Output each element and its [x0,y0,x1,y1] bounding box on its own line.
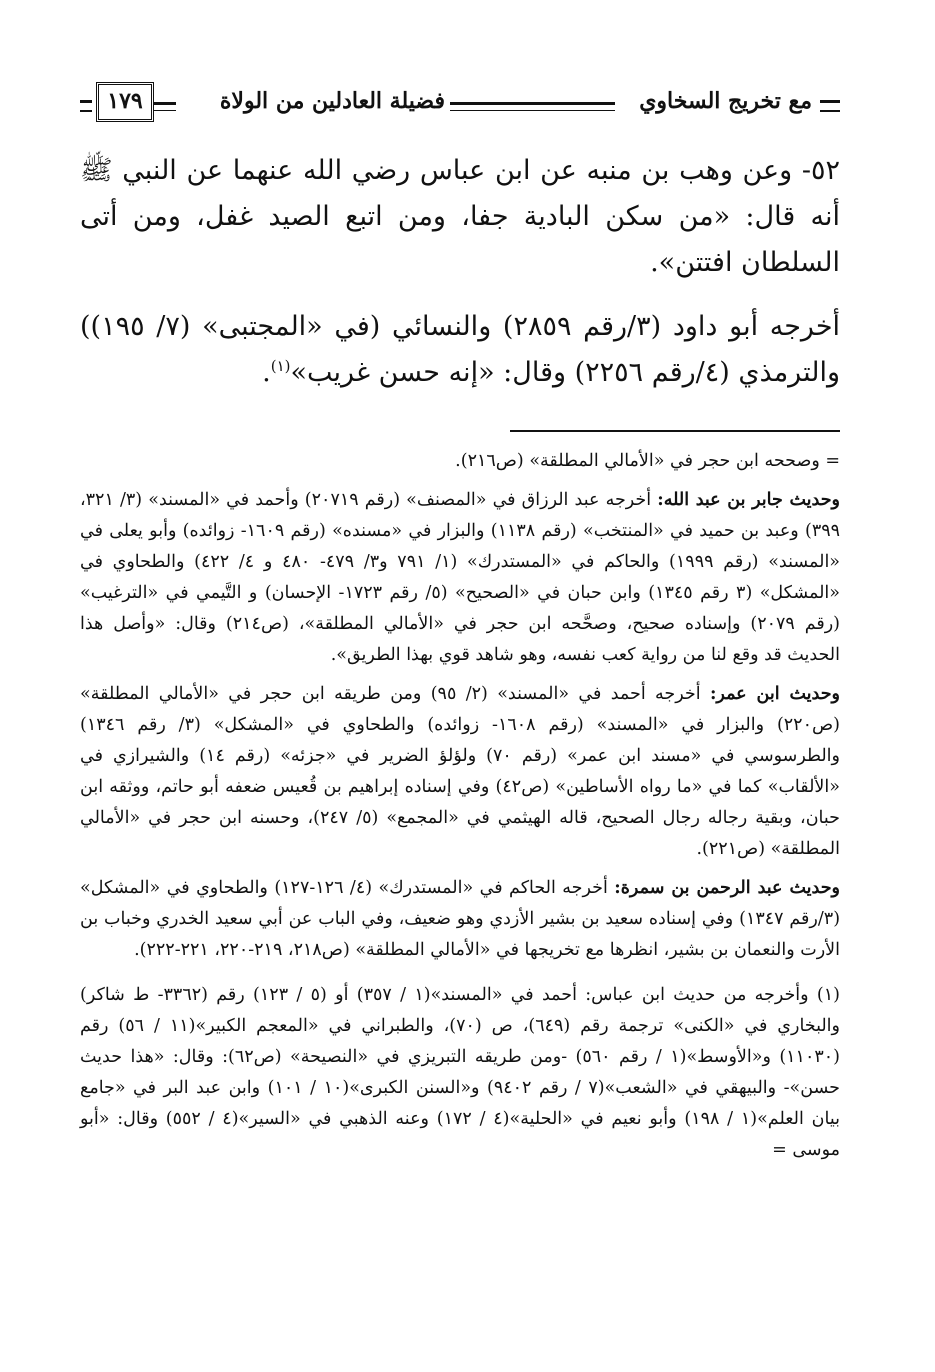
header-chapter-title: مع تخريج السخاوي [639,88,812,114]
footnote-ibn-umar [80,679,840,865]
header-rule-left [154,102,176,111]
footnote-ibn-umar-text: أخرجه أحمد في «المسند» (٢/ ٩٥) ومن طريقه ابن حجر في «الأمالي المطلقة» (ص٢٢٠) والبزار في «المسند» (رقم ١٦٠٨- زوائده) والطحاوي في «المشكل» (٣/ رقم ١٣٤٦) والطرسوسي في «مسند ابن عمر» (رقم ٧٠) ولؤلؤ الضرير في «جزئه» (رقم ١٤) والشيرازي في «الألقاب» كما في «ما رواه الأساطين» (ص٤٢) وفي إسناده إبراهيم بن قُعيس ضعفه أبو حاتم، ووثقه ابن حبان، وبقية رجاله رجال الصحيح، قاله الهيثمي في «المجمع» (٥/ ٢٤٧)، وحسنه ابن حجر في «الأمالي المطلقة» (ص٢٢١). [80,684,840,859]
header-rule-right [820,100,840,112]
footnote-reference[interactable]: (١) [270,357,291,375]
page-number: ١٧٩ [96,82,154,122]
footnote-jabir-heading: وحديث جابر بن عبد الله: [657,490,840,510]
running-header [80,80,840,130]
footnote-ibn-umar-heading: وحديث ابن عمر: [709,684,840,704]
footnote-continuation: = وصححه ابن حجر في «الأمالي المطلقة» (ص٢١٦). [455,451,840,471]
takhrij-body: أخرجه أبو داود (٣/رقم ٢٨٥٩) والنسائي (في «المجتبى» (٧/ ١٩٥)) والترمذي (٤/رقم ٢٢٥٦) وقال: «إنه حسن غريب» [80,311,841,388]
footnote-abd-rahman [80,873,840,966]
book-page [80,80,840,1174]
takhrij-end: . [262,357,271,388]
header-rule-middle [450,102,615,111]
footnote-jabir-text: أخرجه عبد الرزاق في «المصنف» (رقم ٢٠٧١٩) وأحمد في «المسند» (٣/ ٣٢١، ٣٩٩) وعبد بن حميد في «المنتخب» (رقم ١١٣٨) والبزار في «مسنده» (رقم ١٦٠٩- زوائده) وأبو يعلى في «المسند» (رقم ١٩٩٩) والحاكم في «المستدرك» (١/ ٧٩١ و٣/ ٤٧٩- ٤٨٠ و ٤/ ٤٢٢) والطحاوي في «المشكل» (٣ رقم ١٣٤٥) وابن حبان في «الصحيح» (٥/ رقم ١٧٢٣- الإحسان) و التَّيمي في «الترغيب» (رقم ٢٠٧٩) وإسناده صحيح، وصحَّحه ابن حجر في «الأمالي المطلقة»، (ص٢١٤) وقال: «وأصل هذا الحديث قد وقع لنا من رواية كعب نفسه، وهو شاهد قوي بهذا الطريق». [80,490,841,665]
footnote-abd-rahman-heading: وحديث عبد الرحمن بن سمرة: [614,878,840,898]
hadith-text: ٥٢- وعن وهب بن منبه عن ابن عباس رضي الله عنهما عن النبي ﷺ أنه قال: «من سكن البادية جفا، ومن اتبع الصيد غفل، ومن أتى السلطان افتتن». [80,155,840,278]
footnote-separator [510,430,840,432]
footnote-abd-rahman-text: أخرجه الحاكم في «المستدرك» (٤/ ١٢٦-١٢٧) والطحاوي في «المشكل» (٣/رقم ١٣٤٧) وفي إسناده سعيد بن بشير الأزدي وهو ضعيف، وفي الباب عن أبي سعيد الخدري وخباب بن الأرت والنعمان بن بشير، انظرها مع تخريجها في «الأمالي المطلقة» (ص٢١٨، ٢١٩-٢٢٠، ٢٢١-٢٢٢). [80,878,841,960]
footnote-jabir [80,485,840,671]
takhrij-text [80,304,840,396]
header-book-title: فضيلة العادلين من الولاة [219,88,445,114]
footnote-1: (١) وأخرجه من حديث ابن عباس: أحمد في «المسند»(١ / ٣٥٧) أو (٥ / ١٢٣) رقم (٣٣٦٢- ط شاكر) والبخاري في «الكنى» ترجمة رقم (٦٤٩)، ص (٧٠)، والطبراني في «المعجم الكبير»(١١ / ٥٦) رقم (١١٠٣٠) و«الأوسط»(١ / رقم ٥٦٠) -ومن طريقه التبريزي في «النصيحة» (ص٦٢): وقال: «هذا حديث حسن»- والبيهقي في «الشعب»(٧ / رقم ٩٤٠٢) و«السنن الكبرى»(١٠ / ١٠١) وابن عبد البر في «جامع بيان العلم»(١ / ١٩٨) وأبو نعيم في «الحلية»(٤ / ١٧٢) وعنه الذهبي في «السير»(٤ / ٥٥٢) وقال: «أبو موسى = [80,985,840,1160]
header-rule-edge [80,100,92,112]
